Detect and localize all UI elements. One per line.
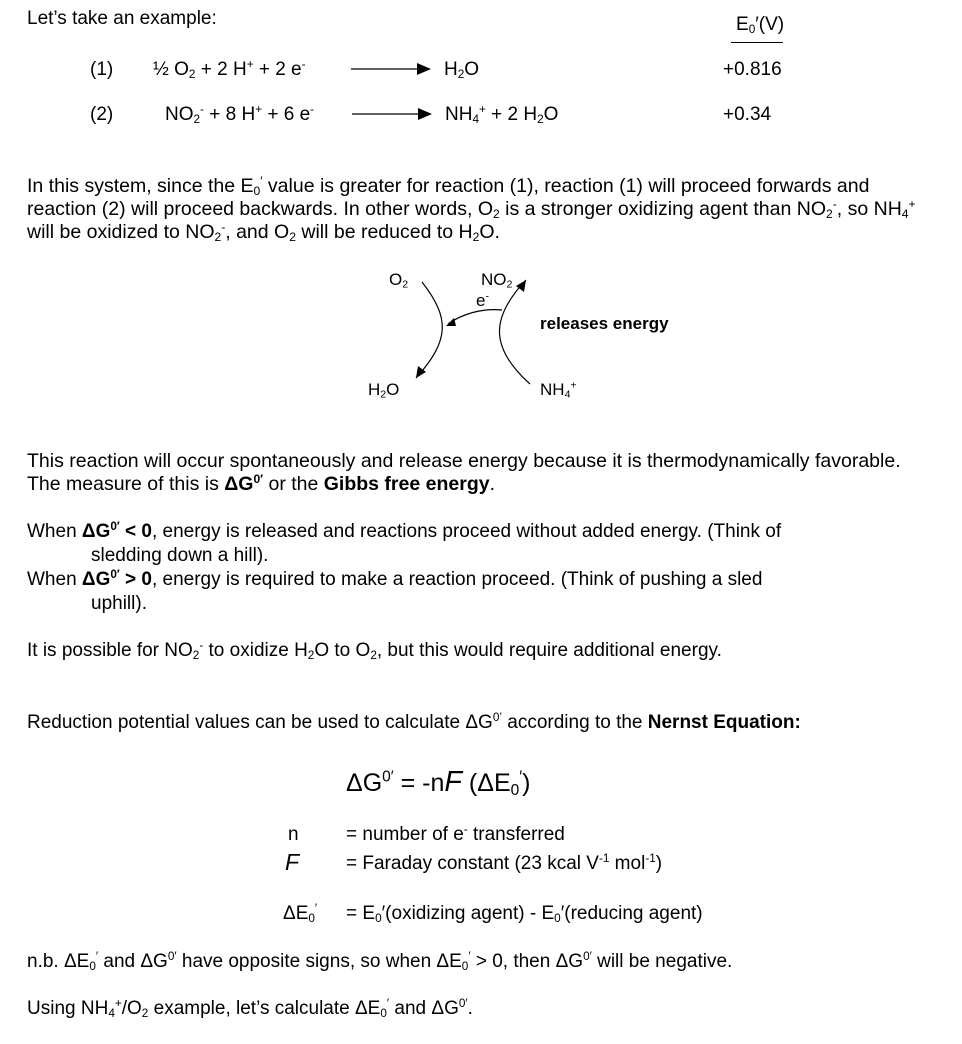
f-t2-sub: 2	[141, 1006, 149, 1020]
reaction-2-arrow-icon	[352, 106, 442, 122]
r1-right-a: H	[444, 59, 458, 80]
p3-t2: to oxidize H	[203, 640, 308, 661]
def-n-symbol: n	[288, 824, 299, 845]
d3-t3: ′(reducing agent)	[560, 903, 703, 924]
diagram-nh4-label	[540, 380, 577, 400]
p3-t3: O to O	[314, 640, 371, 661]
d3-sym-sup: ′	[314, 901, 318, 915]
p1-t2: value is greater for reaction (1), reaction (1) will proceed forwards and reaction (2) will proceed backwards. In other words, O	[27, 175, 870, 220]
r1-left-c-sup: -	[301, 57, 306, 71]
r1-left-a: ½ O	[153, 59, 189, 80]
f-t4: and ΔG	[389, 998, 459, 1019]
when-negative-line-cont: sledding down a hill).	[91, 545, 269, 566]
r2-right-b: + 2 H	[485, 104, 538, 125]
e0-header-underline	[731, 42, 783, 43]
r2-left-a-sub: 2	[193, 112, 201, 126]
r2-right-a-sub: 4	[472, 112, 479, 126]
when-negative-line	[27, 520, 907, 544]
d1-text2: mol	[609, 853, 646, 874]
reaction-2-e0: +0.34	[723, 104, 772, 125]
r2-left-b-sup: +	[255, 102, 263, 116]
p3-t1-sub: 2	[192, 648, 200, 662]
r1-right-a-sub: 2	[457, 67, 465, 81]
reaction-1-e0: +0.816	[723, 59, 782, 80]
d3-t1-sub: 0	[375, 911, 382, 925]
r2-right-c: O	[543, 104, 559, 125]
p1-t5: will be oxidized to NO	[27, 221, 215, 243]
d-nh4: NH	[540, 380, 565, 399]
w1-t2: , energy is released and reactions proceed without added energy. (Think of	[151, 521, 782, 542]
f-t3-sub: 0	[380, 1006, 387, 1020]
p1-t4-sup: +	[908, 196, 916, 211]
d-electron: e	[476, 291, 486, 310]
p4-bold: Nernst Equation:	[647, 712, 801, 733]
f-t5: .	[467, 998, 473, 1019]
d1-text: = Faraday constant (23 kcal V	[346, 853, 599, 874]
d3-t1: = E	[346, 903, 376, 924]
reaction-1-number: (1)	[90, 59, 114, 80]
eq-b: = -n	[393, 769, 445, 797]
def-f-symbol: F	[285, 849, 300, 875]
f-t3-sup: ′	[386, 996, 390, 1010]
f-t2: /O	[121, 998, 142, 1019]
eq-d-sup: ′	[519, 768, 523, 786]
p2-t3: .	[489, 473, 495, 495]
d-nh4-sub: 4	[564, 388, 571, 401]
p1-t4: , so NH	[836, 198, 902, 220]
p1-t1-sup: ′	[260, 173, 263, 188]
nb-t1-sup: ′	[95, 949, 99, 963]
d3-t2: ′(oxidizing agent) - E	[381, 903, 555, 924]
d3-sym-sub: 0	[308, 911, 315, 925]
r2-right-a: NH	[445, 104, 473, 125]
r2-left-c: + 6 e	[262, 104, 311, 125]
p3-t1-sup: -	[199, 638, 204, 652]
w2-t1: When	[27, 569, 82, 590]
p1-t1-sub: 0	[253, 184, 261, 199]
w2-dg: ΔG	[81, 569, 111, 590]
redox-curves-icon	[410, 278, 540, 388]
when-positive-line	[27, 568, 907, 592]
eq-d: (ΔE	[461, 769, 511, 797]
e0-header-label: E	[736, 14, 749, 35]
p3-t3-sub: 2	[370, 648, 377, 662]
p1-t7: will be reduced to H	[295, 221, 473, 243]
w1-dg-sup: 0′	[110, 519, 120, 533]
r2-left-b: + 8 H	[203, 104, 256, 125]
nb-t4-sup: 0′	[583, 949, 592, 963]
reaction-1-left	[153, 59, 306, 82]
p1-t3-sub: 2	[826, 207, 833, 222]
reaction-1-right	[444, 59, 479, 82]
p3-t1: It is possible for NO	[27, 640, 193, 661]
r2-left-a: NO	[165, 104, 194, 125]
def-delta-e-symbol	[283, 903, 317, 926]
d0-text2: transferred	[467, 824, 565, 845]
r2-left-c-sup: -	[310, 102, 315, 116]
w1-dg: ΔG	[81, 521, 111, 542]
def-f-text	[346, 853, 662, 876]
p2-dg: ΔG	[224, 473, 254, 495]
d-no2-sub: 2	[506, 278, 513, 291]
nb-t5: will be negative.	[591, 951, 733, 972]
p2-gibbs: Gibbs free energy	[323, 473, 490, 495]
r1-left-a-sub: 2	[188, 67, 196, 81]
f-t1-sub: 4	[108, 1006, 115, 1020]
d-nh4-sup: +	[570, 379, 577, 392]
d-o2: O	[389, 270, 403, 289]
p1-t3: is a stronger oxidizing agent than NO	[499, 198, 827, 220]
e0-header-tail: ′(V)	[755, 14, 785, 35]
d1-text-sup: -1	[598, 851, 610, 865]
final-calculation-prompt	[27, 998, 473, 1021]
eq-a: ΔG	[346, 769, 383, 797]
d3-sym: ΔE	[283, 903, 309, 924]
p1-t1: In this system, since the E	[27, 175, 254, 197]
d-o2-sub: 2	[402, 278, 409, 291]
d1-text3: )	[655, 853, 663, 874]
d-h2o: H	[368, 380, 381, 399]
d-no2: NO	[481, 270, 507, 289]
w2-cond: > 0	[119, 569, 152, 590]
nb-t2-sup: 0′	[167, 949, 177, 963]
p4-t2: according to the	[502, 712, 648, 733]
p1-t3-sup: -	[832, 196, 837, 211]
w2-t2: , energy is required to make a reaction proceed. (Think of pushing a sled	[151, 569, 763, 590]
nb-t3: have opposite signs, so when ΔE	[176, 951, 462, 972]
w2-dg-sup: 0′	[110, 567, 120, 581]
w1-t1: When	[27, 521, 82, 542]
r2-left-a-sup: -	[200, 102, 204, 116]
intro-text: Let’s take an example:	[27, 8, 217, 29]
p1-t5-sub: 2	[214, 230, 222, 245]
w1-cond: < 0	[119, 521, 152, 542]
p1-t4-sub: 4	[901, 207, 909, 222]
diagram-o2-label	[389, 270, 408, 290]
nb-note	[27, 951, 732, 974]
reaction-2-left	[165, 104, 314, 127]
reaction-2-right	[445, 104, 558, 127]
d-h2o-tail: O	[386, 380, 400, 399]
reaction-1-arrow-icon	[351, 61, 441, 77]
r1-right-b: O	[464, 59, 480, 80]
nernst-equation	[346, 765, 531, 800]
d-h2o-sub: 2	[380, 388, 387, 401]
p1-t8: O.	[479, 221, 500, 243]
nb-t4: > 0, then ΔG	[470, 951, 584, 972]
gibbs-paragraph	[27, 450, 927, 496]
def-n-text	[346, 824, 565, 847]
f-t3: example, let’s calculate ΔE	[148, 998, 381, 1019]
f-t1-sup: +	[114, 996, 122, 1010]
p4-t1-sup: 0’	[492, 710, 502, 724]
reaction-2-number: (2)	[90, 104, 114, 125]
when-positive-line-cont: uphill).	[91, 593, 147, 614]
explanation-paragraph	[27, 175, 927, 244]
p2-t1: This reaction will occur spontaneously and release energy because it is thermodynamically favorable. The measure of this is	[27, 450, 901, 495]
p1-t7-sub: 2	[472, 230, 480, 245]
r2-right-a-sup: +	[479, 102, 486, 116]
nb-t3-sup: ′	[468, 949, 471, 963]
eq-d-sub: 0	[510, 781, 520, 799]
r1-left-b-sup: +	[246, 57, 254, 71]
diagram-releases-energy-label: releases energy	[540, 314, 669, 333]
e0-column-header	[736, 14, 784, 37]
r1-left-c: + 2 e	[253, 59, 302, 80]
def-delta-e-text	[346, 903, 703, 926]
f-t1: Using NH	[27, 998, 109, 1019]
p3-t2-sub: 2	[307, 648, 315, 662]
d-electron-sup: -	[485, 290, 489, 303]
f-t4-sup: 0′	[458, 996, 468, 1010]
p4-t1: Reduction potential values can be used to calculate ΔG	[27, 712, 493, 733]
p2-t2: or the	[263, 473, 324, 495]
d3-t2-sub: 0	[554, 911, 561, 925]
d1-text2-sup: -1	[645, 851, 656, 865]
r2-right-b-sub: 2	[537, 112, 544, 126]
p2-dg-sup: 0′	[253, 471, 264, 486]
p1-t6: , and O	[225, 221, 290, 243]
d0-text: = number of e	[346, 824, 464, 845]
eq-e: )	[522, 769, 531, 797]
nb-t1-sub: 0	[89, 959, 96, 973]
p1-t5-sup: -	[221, 219, 226, 234]
d0-text-sup: -	[463, 822, 468, 836]
r1-left-b: + 2 H	[195, 59, 247, 80]
p1-t2-sub: 2	[493, 207, 500, 222]
nb-t2: and ΔG	[98, 951, 168, 972]
e0-header-sub: 0	[748, 22, 756, 36]
nb-t3-sub: 0	[461, 959, 469, 973]
eq-c: F	[444, 766, 462, 798]
diagram-h2o-label	[368, 380, 399, 400]
reverse-possibility-text	[27, 640, 722, 663]
eq-a-sup: 0′	[382, 768, 394, 786]
nb-t1: n.b. ΔE	[27, 951, 90, 972]
nernst-intro-text	[27, 712, 801, 735]
p1-t6-sub: 2	[289, 230, 296, 245]
p3-t4: , but this would require additional energy.	[376, 640, 722, 661]
